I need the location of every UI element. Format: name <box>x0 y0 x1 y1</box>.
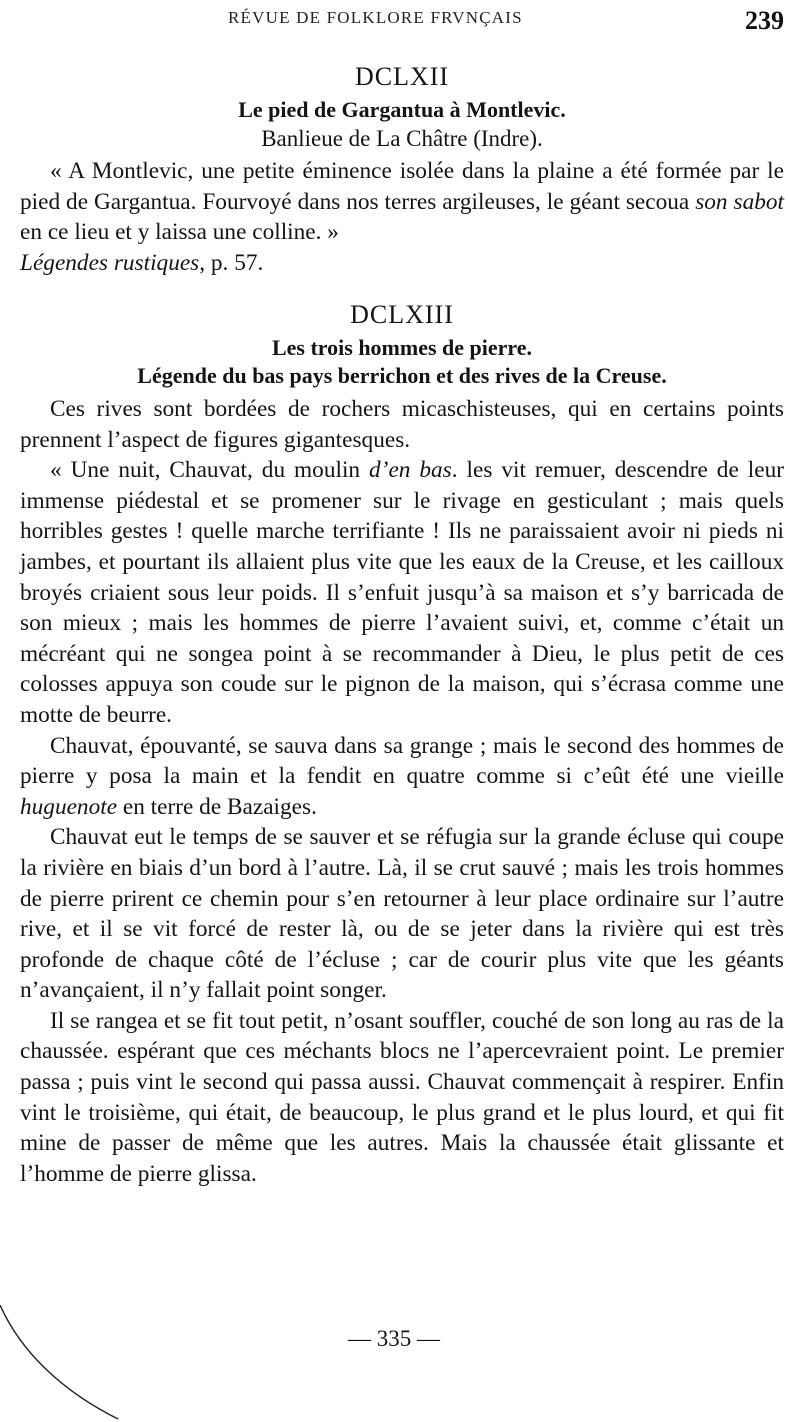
page-corner-line <box>0 1305 130 1422</box>
text-run: . les vit remuer, descendre de leur immense piédestal et se promener sur le rivage en gesticulant ; mais quels horribles gestes ! quelle marche terrifiante ! Ils ne paraissaient avoir ni pieds ni jambes, et pourtant ils allaient plus vite que les eaux de la Creuse, et les cailloux broyés criaient sous leur poids. Il s’enfuit jusqu’à sa maison et s’y barricada de son mieux ; mais les hommes de pierre l’avaient suivi, et, comme c’était un mécréant qui ne songea point à se recommander à Dieu, le plus petit de ces colosses appuya son coude sur le pignon de la maison, qui s’écrasa comme une motte de beurre. <box>20 457 784 728</box>
text-run: en ce lieu et y laissa une colline. » <box>20 219 339 246</box>
italic-text: d’en bas <box>369 457 452 484</box>
paragraph <box>20 156 784 278</box>
italic-text: huguenote <box>20 793 118 820</box>
section-subtitle: Légende du bas pays berrichon et des rives de la Creuse. <box>137 363 667 388</box>
text-run: Chauvat, épouvanté, se sauva dans sa grange ; mais le second des hommes de pierre y posa la main et la fendit en quatre comme si c’eût été une vieille <box>20 732 784 790</box>
section-title: Les trois hommes de pierre. <box>271 335 533 360</box>
paragraph: Ces rives sont bordées de rochers micaschisteuses, qui en certains points prennent l’aspect de figures gigantesques. <box>20 396 784 453</box>
paragraph <box>20 455 784 730</box>
folio-number: — 335 — <box>348 1326 440 1351</box>
source-title: Légendes rustiques <box>20 249 200 276</box>
paragraph: Il se rangea et se fit tout petit, n’osant souffler, couché de son long au ras de la chaussée. espérant que ces méchants blocs ne l’apercevraient point. Le premier passa ; puis vint le second qui passa aussi. Chauvat commençait à respirer. Enfin vint le troisième, qui était, de beaucoup, le plus grand et le plus lourd, et qui fit mine de passer de même que les autres. Mais la chaussée était glissante et l’homme de pierre glissa. <box>20 1007 784 1187</box>
page-number: 239 <box>745 6 784 35</box>
text-run: « A Montlevic, une petite éminence isolée dans la plaine a été formée par le pied de Gargantua. Fourvoyé dans nos terres argileuses, le géant secoua <box>20 158 784 215</box>
section-subtitle: Banlieue de La Châtre (Indre). <box>261 126 543 151</box>
paragraph: Chauvat eut le temps de se sauver et se réfugia sur la grande écluse qui coupe la rivière en biais d’un bord à l’autre. Là, il se crut sauvé ; mais les trois hommes de pierre prirent ce chemin pour s’en retourner à leur place ordinaire sur l’autre rive, et il se vit forcé de rester là, ou de se jeter dans la rivière qui est très profonde de chaque côté de l’écluse ; car de courir plus vite que les géants n’avançaient, il n’y fallait point songer. <box>20 824 784 1004</box>
source-reference: , p. 57. <box>199 249 264 276</box>
italic-text: son sabot <box>695 188 784 215</box>
section-numeral: DCLXII <box>354 62 450 91</box>
running-head: RÉVUE DE FOLKLORE FRVNÇAIS <box>228 8 523 27</box>
paragraph <box>20 731 784 823</box>
section-title: Le pied de Gargantua à Montlevic. <box>238 97 566 122</box>
section-dclxiii <box>20 300 784 1189</box>
text-run: en terre de Bazaiges. <box>117 793 317 820</box>
section-dclxii <box>20 62 784 278</box>
section-numeral: DCLXIII <box>350 300 454 329</box>
text-run: « Une nuit, Chauvat, du moulin <box>50 457 370 484</box>
